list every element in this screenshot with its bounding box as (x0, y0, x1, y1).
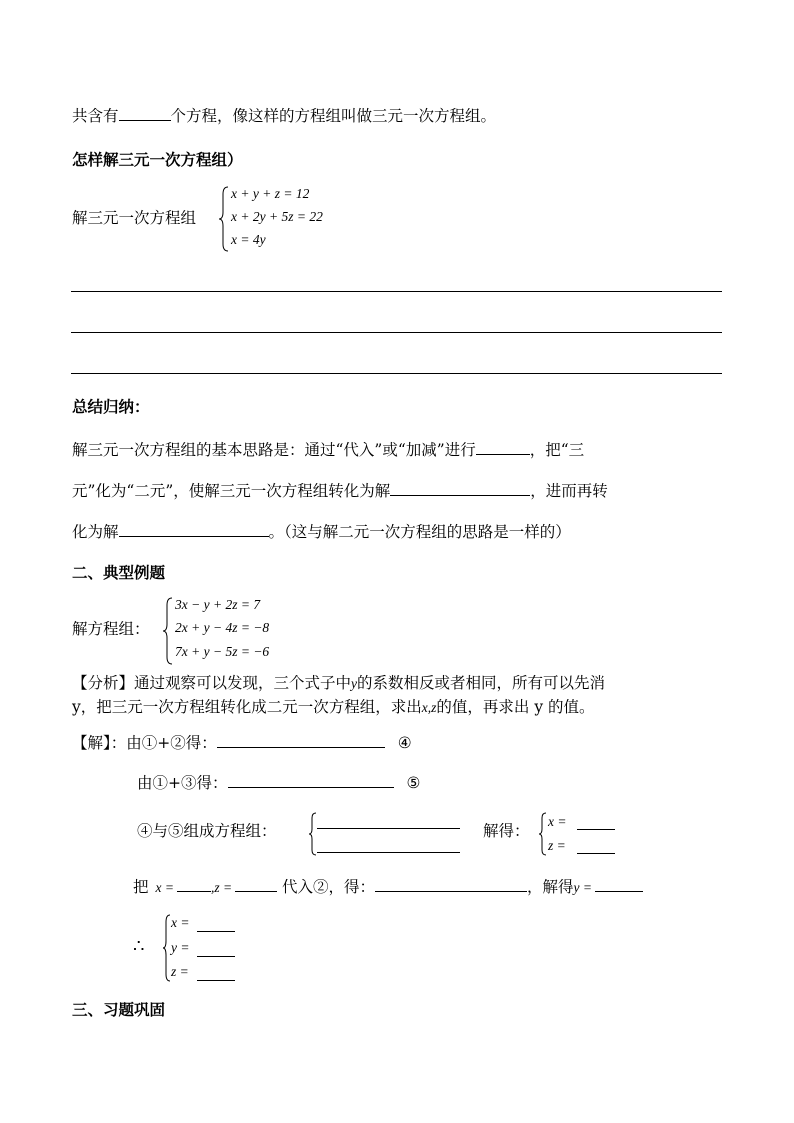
example2-eq-3: 7x + y − 5z = −6 (175, 644, 270, 659)
xz-x-label: x = (548, 814, 567, 829)
blank-binary-system (390, 481, 530, 496)
xz-brace (538, 812, 548, 856)
blank-sub-z (235, 877, 277, 892)
blank-system-eq2 (317, 838, 460, 853)
example2-prompt: 解方程组： (72, 620, 150, 638)
blank-sub-x (177, 877, 211, 892)
solution-label: 【解】：由①+②得： (72, 734, 217, 752)
example1-prompt: 解三元一次方程组 (72, 209, 197, 227)
section3-heading: 三、习题巩固 (72, 1000, 166, 1019)
solve-label: 解得： (483, 822, 530, 840)
blank-x-value (577, 815, 615, 830)
summary-line-1: 解三元一次方程组的基本思路是：通过“代入”或“加减”进行 ，把“三 (72, 441, 585, 459)
example2-eq-1: 3x − y + 2z = 7 (175, 597, 261, 612)
blank-transform (476, 440, 530, 455)
circle-4: ④ (397, 734, 412, 752)
intro-after: 个方程，像这样的方程组叫做三元一次方程组。 (170, 107, 497, 125)
therefore-symbol: ∴ (133, 936, 145, 957)
blank-z-value (577, 839, 615, 854)
blank-y-value (595, 877, 643, 892)
blank-system-eq1 (317, 814, 460, 829)
example1-eq-3: x = 4y (231, 232, 266, 247)
example2-brace (162, 597, 174, 665)
solution-step-4: 把 x = ,z = 代入②，得： ，解得y = (133, 877, 643, 898)
answer-line-3 (71, 373, 722, 374)
blank-final-x (197, 917, 235, 932)
analysis-label: 【分析】 (72, 674, 135, 692)
summary-heading: 总结归纳： (72, 397, 150, 416)
example1-brace (218, 186, 230, 252)
section2-heading: 二、典型例题 (72, 563, 166, 582)
example1-eq-2: x + 2y + 5z = 22 (231, 209, 323, 224)
answer-line-2 (71, 332, 722, 333)
intro-before: 共含有 (72, 107, 119, 125)
example2-eq-2: 2x + y − 4z = −8 (175, 620, 270, 635)
analysis-line-2: y，把三元一次方程组转化成二元一次方程组，求出x,z的值，再求出 y 的值。 (72, 698, 595, 716)
howto-heading: 怎样解三元一次方程组） (72, 150, 243, 169)
final-z-label: z = (171, 964, 189, 979)
example1-eq-1: x + y + z = 12 (231, 186, 310, 201)
blank-eq4 (217, 733, 385, 748)
answer-line-1 (71, 291, 722, 292)
solution-step-2: 由①+③得： ⑤ (137, 774, 421, 792)
final-y-label: y = (171, 940, 190, 955)
blank-sub-eq (375, 877, 527, 892)
analysis-line-1: 【分析】通过观察可以发现，三个式子中y的系数相反或者相同，所有可以先消 (72, 674, 606, 692)
final-x-label: x = (171, 915, 190, 930)
xz-z-label: z = (548, 838, 566, 853)
solution-step-3: ④与⑤组成方程组： (137, 822, 277, 840)
blank-eq5 (228, 773, 394, 788)
circle-5: ⑤ (406, 774, 421, 792)
blank-unary-equation (119, 522, 269, 537)
blank-equation-count (119, 106, 171, 121)
solution-step-1 (72, 733, 412, 753)
summary-line-3: 化为解 。（这与解二元一次方程组的思路是一样的） (72, 523, 571, 541)
intro-line (72, 106, 496, 126)
summary-line-2: 元”化为“二元”，使解三元一次方程组转化为解 ，进而再转 (72, 482, 608, 500)
blank-final-y (197, 942, 235, 957)
blank-final-z (197, 966, 235, 981)
